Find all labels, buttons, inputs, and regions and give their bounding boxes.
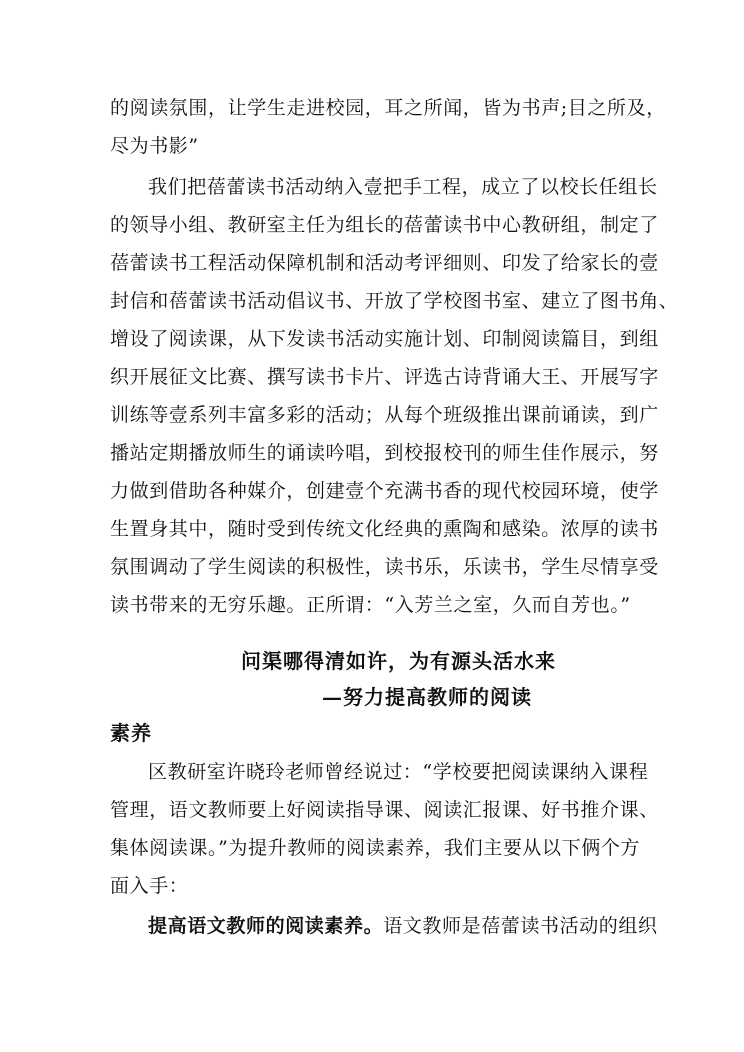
para3-line-1: 区教研室许晓玲老师曾经说过：“学校要把阅读课纳入课程 [148,761,649,783]
para2-line-6: 织开展征文比赛、撰写读书卡片、评选古诗背诵大王、开展写字 [110,366,659,388]
para2-line-9: 力做到借助各种媒介，创建壹个充满书香的现代校园环境，使学 [110,480,659,502]
para2-line-5: 增设了阅读课，从下发读书活动实施计划、印制阅读篇目，到组 [110,328,659,350]
para3-line-3: 集体阅读课。”为提升教师的阅读素养，我们主要从以下俩个方 [110,837,641,859]
para2-line-4: 封信和蓓蕾读书活动倡议书、开放了学校图书室、建立了图书角、 [110,290,679,312]
para3-line-4: 面入手： [110,875,189,897]
para1-line-1: 的阅读氛围，让学生走进校园，耳之所闻，皆为书声;目之所及， [110,97,666,119]
para2-line-10: 生置身其中，随时受到传统文化经典的熏陶和感染。浓厚的读书 [110,518,659,540]
para2-line-1: 我们把蓓蕾读书活动纳入壹把手工程，成立了以校长任组长 [148,176,658,198]
para1-line-2: 尽为书影” [110,135,199,157]
section-heading-line-3: 素养 [110,721,152,745]
para4-bold-lead: 提高语文教师的阅读素养。 [148,915,384,937]
para2-line-12: 读书带来的无穷乐趣。正所谓：“入芳兰之室，久而自芳也。” [110,594,631,616]
para2-line-2: 的领导小组、教研室主任为组长的蓓蕾读书中心教研组，制定了 [110,214,659,236]
para4-text: 语文教师是蓓蕾读书活动的组织 [383,915,658,937]
para2-line-3: 蓓蕾读书工程活动保障机制和活动考评细则、印发了给家长的壹 [110,252,659,274]
para2-line-11: 氛围调动了学生阅读的积极性，读书乐，乐读书，学生尽情享受 [110,556,659,578]
para2-line-7: 训练等壹系列丰富多彩的活动；从每个班级推出课前诵读，到广 [110,404,659,426]
section-heading-line-2: —努力提高教师的阅读 [322,685,532,709]
para2-line-8: 播站定期播放师生的诵读吟唱，到校报校刊的师生佳作展示，努 [110,442,659,464]
para3-line-2: 管理，语文教师要上好阅读指导课、阅读汇报课、好书推介课、 [110,799,659,821]
para4-line-1 [148,914,658,938]
section-heading-line-1: 问渠哪得清如许，为有源头活水来 [241,649,556,673]
